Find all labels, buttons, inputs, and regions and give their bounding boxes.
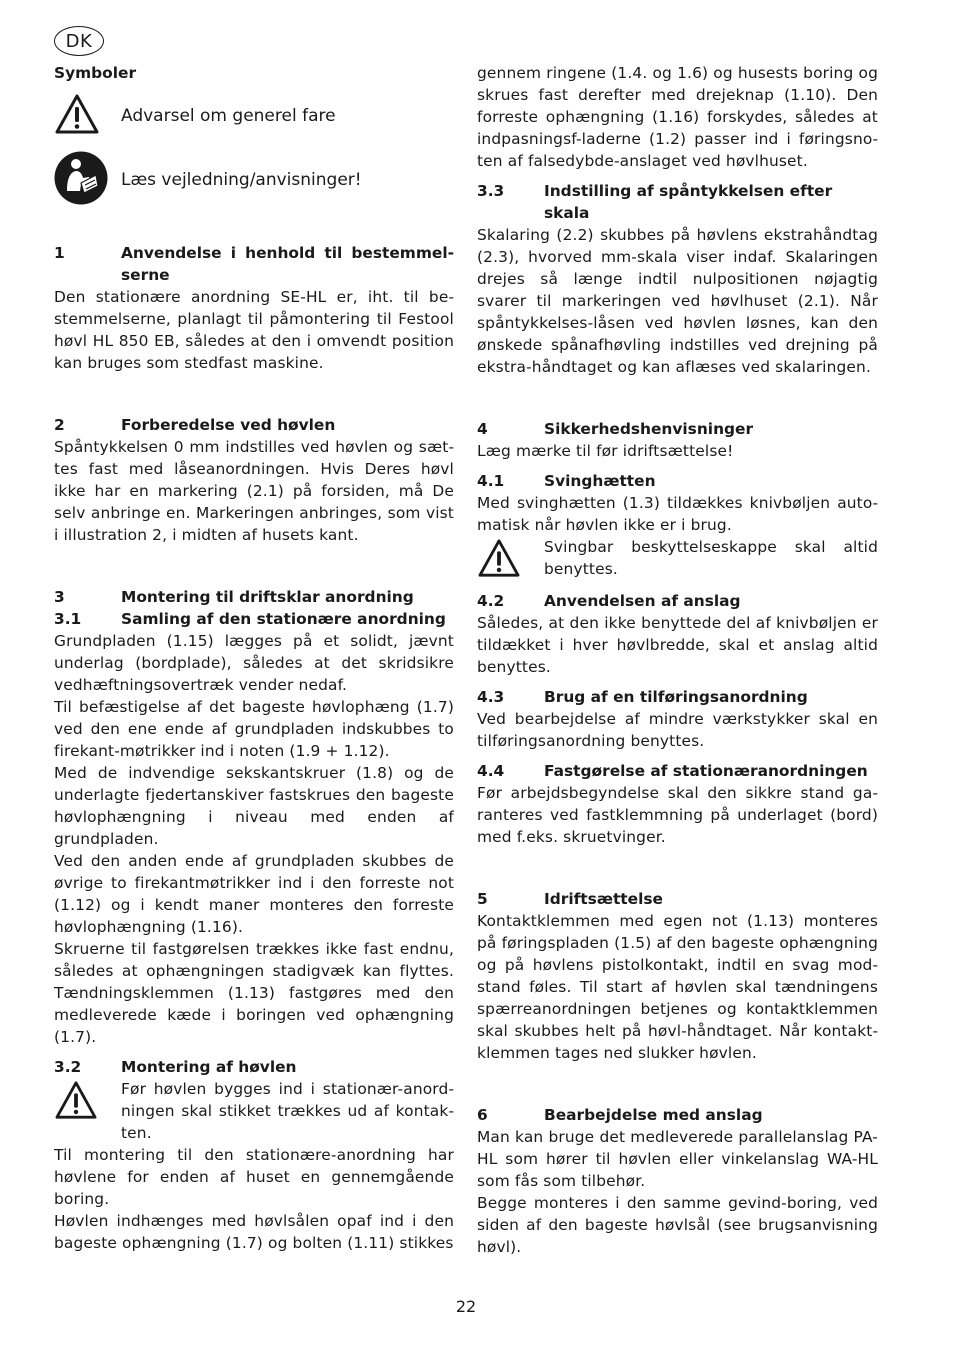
section-number: 3.3 xyxy=(477,182,505,200)
section-title: Anvendelse i henhold til bestemmelserne xyxy=(121,244,454,284)
section-3-3-heading xyxy=(477,180,878,224)
section-number: 3.2 xyxy=(54,1058,82,1076)
section-1-text: Den stationære anordning SE-HL er, iht. til bestemmelserne, planlagt til påmontering til Festool høvl HL 850 EB, således at den i omvendt position kan bruges som stedfast maskine. xyxy=(54,288,454,372)
section-5-text: Kontaktklemmen med egen not (1.13) monteres på føringspladen (1.5) af den bageste ophængning og på høvlens pistolkontakt, indtil en svag modstand føles. Til start af høvlen skal tændningens spærreanordningen betjenes og kontaktklemmen skal skubbes helt på høvl-håndtaget. Når kontaktklemmen tages ned slukker høvlen. xyxy=(477,912,878,1062)
symbols-heading-text: Symboler xyxy=(54,64,137,82)
section-title: Brug af en tilføringsanordning xyxy=(544,688,808,706)
section-number: 4.4 xyxy=(477,762,505,780)
section-2-text: Spåntykkelsen 0 mm indstilles ved høvlen og sættes fast med låseanordningen. Hvis Deres høvl ikke har en markering (2.1) på forsiden, må De selv anbringe en. Markeringen anbringes, som vist i illustration 2, i midten af husets kant. xyxy=(54,438,454,544)
read-manual-icon xyxy=(54,151,121,209)
warning-triangle-icon xyxy=(477,536,544,582)
section-3-1-paragraph: Grundpladen (1.15) lægges på et solidt, jævnt underlag (bordplade), således at det skridsikre vedhæftningsovertræk vender nedaf. xyxy=(54,632,454,694)
section-3-heading xyxy=(54,586,454,608)
section-number: 3 xyxy=(54,588,65,606)
section-number: 5 xyxy=(477,890,488,908)
symbol-warning-label: Advarsel om generel fare xyxy=(121,106,336,126)
section-title: Montering af høvlen xyxy=(121,1058,297,1076)
section-number: 4.2 xyxy=(477,592,505,610)
left-column xyxy=(54,62,454,1254)
symbol-manual-label: Læs vejledning/anvisninger! xyxy=(121,170,362,190)
section-4-2-text: Således, at den ikke benyttede del af knivbøljen er tildækket i hver høvlbredde, skal et anslag altid benyttes. xyxy=(477,614,878,676)
warning-triangle-icon xyxy=(54,93,121,139)
section-4-1-warning xyxy=(477,536,878,582)
section-title: Montering til driftsklar anordning xyxy=(121,588,414,606)
section-4-3-text: Ved bearbejdelse af mindre værkstykker skal en tilføringsanordning benyttes. xyxy=(477,710,878,750)
section-title: Anvendelsen af anslag xyxy=(544,592,741,610)
right-column xyxy=(477,62,878,1258)
section-3-2-paragraph: Høvlen indhænges med høvlsålen opaf ind i den bageste ophængning (1.7) og bolten (1.11) stikkes xyxy=(54,1212,454,1252)
section-title: Idriftsættelse xyxy=(544,890,663,908)
section-number: 3.1 xyxy=(54,610,82,628)
section-5-heading xyxy=(477,888,878,910)
section-4-1-text: Med svinghætten (1.3) tildækkes knivbøljen automatisk når høvlen ikke er i brug. xyxy=(477,494,878,534)
section-number: 4.3 xyxy=(477,688,505,706)
section-1-heading xyxy=(54,242,454,286)
section-title: Forberedelse ved høvlen xyxy=(121,416,336,434)
section-3-1-heading xyxy=(54,608,454,630)
section-4-2-heading xyxy=(477,590,878,612)
continued-text: gennem ringene (1.4. og 1.6) og husests boring og skrues fast derefter med drejeknap (1.10). Den forreste ophængning (1.16) forskydes, således at indpasningsf-laderne (1.2) passer ind i føringsnoten af falsedybde-anslaget ved høvlhuset. xyxy=(477,64,878,170)
section-3-1-paragraph: Ved den anden ende af grundpladen skubbes de øvrige to firekantmøtrikker ind i den forreste not (1.12) og i kendt maner monteres den forreste høvlophængning (1.16). xyxy=(54,852,454,936)
section-4-4-text: Før arbejdsbegyndelse skal den sikkre stand garanteres ved fastklemmning på underlaget (bord) med f.eks. skruetvinger. xyxy=(477,784,878,846)
warning-text: Før høvlen bygges ind i stationær-anordningen skal stikket trækkes ud af kontakten. xyxy=(121,1080,454,1142)
section-2-heading xyxy=(54,414,454,436)
symbols-heading xyxy=(54,62,454,84)
language-code: DK xyxy=(65,30,93,52)
section-number: 4.1 xyxy=(477,472,505,490)
section-3-1-paragraph: Med de indvendige sekskantskruer (1.8) og de underlagte fjedertanskiver fastskrues den bageste høvlophængning i niveau med enden af grundpladen. xyxy=(54,764,454,848)
section-title: Indstilling af spåntykkelsen efter skala xyxy=(544,182,833,222)
section-number: 2 xyxy=(54,416,65,434)
section-3-3-text: Skalaring (2.2) skubbes på høvlens ekstrahåndtag (2.3), hvorved mm-skala viser indaf. Skalaringen drejes så længe indtil nulpositionen nøjagtig svarer til markeringen ved høvlhuset (2.1). Når spåntykkelses-låsen ved høvlen løsnes, kan den ønskede spånafhøvling indstilles ved drejning på ekstra-håndtaget og kan aflæses ved skalaringen. xyxy=(477,226,878,376)
section-3-2-heading xyxy=(54,1056,454,1078)
section-title: Bearbejdelse med anslag xyxy=(544,1106,763,1124)
section-3-1-paragraph: Til befæstigelse af det bageste høvlophæng (1.7) ved den ene ende af grundpladen indskubbes to firekant-møtrikker ind i noten (1.9 + 1.12). xyxy=(54,698,454,760)
symbol-manual-row xyxy=(54,148,454,212)
section-6-paragraph: Man kan bruge det medleverede parallelanslag PA-HL som hører til høvlen eller vinkelanslag WA-HL som fås som tilbehør. xyxy=(477,1128,878,1190)
section-3-1-paragraph: Skruerne til fastgørelsen trækkes ikke fast endnu, således at ophængningen stadigvæk kan flyttes. Tændningsklemmen (1.13) fastgøres med den medleverede kæde i boringen ved ophængning (1.7). xyxy=(54,940,454,1046)
section-4-3-heading xyxy=(477,686,878,708)
section-number: 1 xyxy=(54,244,65,262)
warning-triangle-icon xyxy=(54,1078,121,1124)
warning-text: Svingbar beskyttelseskappe skal altid benyttes. xyxy=(544,538,878,578)
section-title: Svinghætten xyxy=(544,472,656,490)
section-4-heading xyxy=(477,418,878,440)
section-title: Sikkerhedshenvisninger xyxy=(544,420,754,438)
symbol-warning-row xyxy=(54,84,454,148)
section-6-paragraph: Begge monteres i den samme gevind-boring, ved siden af den bageste høvlsål (see brugsanvisning høvl). xyxy=(477,1194,878,1256)
section-4-1-heading xyxy=(477,470,878,492)
section-4-text: Læg mærke til før idriftsættelse! xyxy=(477,442,734,460)
section-6-heading xyxy=(477,1104,878,1126)
page-number: 22 xyxy=(455,1297,477,1316)
section-3-2-warning xyxy=(54,1078,454,1144)
section-title: Fastgørelse af stationæranordningen xyxy=(544,762,868,780)
section-number: 6 xyxy=(477,1106,488,1124)
section-3-2-paragraph: Til montering til den stationære-anordning har høvlene for enden af huset en gennemgående boring. xyxy=(54,1146,454,1208)
section-number: 4 xyxy=(477,420,488,438)
section-4-4-heading xyxy=(477,760,878,782)
language-badge xyxy=(54,26,104,56)
section-title: Samling af den stationære anordning xyxy=(121,610,446,628)
